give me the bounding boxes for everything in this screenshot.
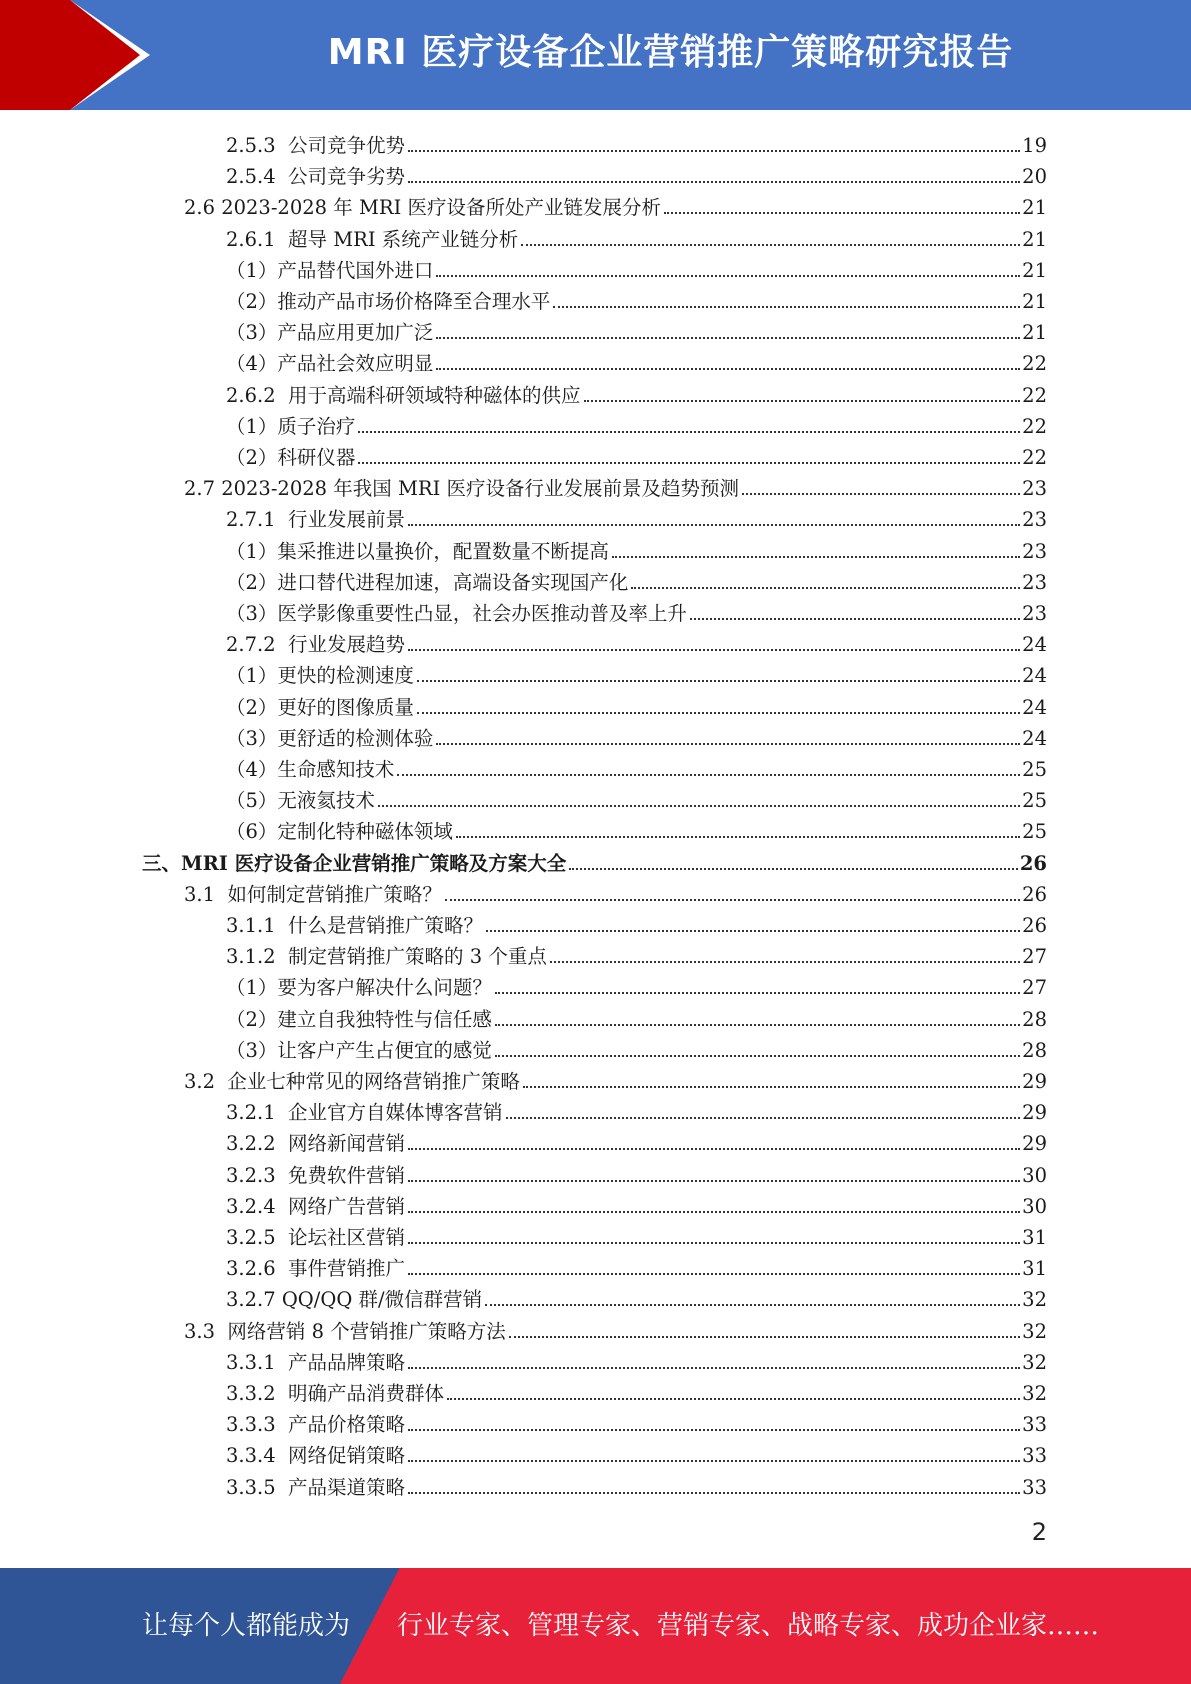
toc-entry[interactable] <box>226 1219 1047 1250</box>
toc-entry[interactable] <box>226 564 1047 595</box>
toc-leader-dots <box>408 1148 1020 1150</box>
page-footer <box>0 1568 1191 1684</box>
toc-leader-dots <box>495 1055 1020 1057</box>
page-number: 2 <box>1031 1518 1047 1546</box>
toc-entry-page: 23 <box>1022 602 1047 625</box>
toc-entry[interactable] <box>226 907 1047 938</box>
toc-entry-page: 23 <box>1022 508 1047 532</box>
toc-entry-label: （4）生命感知技术 <box>226 758 395 781</box>
footer-slogan-right: 行业专家、管理专家、营销专家、战略专家、成功企业家…… <box>397 1611 1100 1641</box>
toc-entry[interactable] <box>226 689 1047 720</box>
toc-leader-dots <box>523 1086 1020 1088</box>
toc-entry-label: 3.3.4 网络促销策略 <box>226 1444 406 1468</box>
toc-entry[interactable] <box>226 314 1047 345</box>
toc-leader-dots <box>408 1211 1020 1213</box>
toc-entry-page: 20 <box>1022 165 1047 189</box>
toc-entry-page: 24 <box>1022 726 1047 750</box>
toc-entry-page: 32 <box>1022 1288 1047 1312</box>
toc-entry-label: （3）让客户产生占便宜的感觉 <box>226 1038 492 1062</box>
page-header <box>0 0 1191 110</box>
toc-entry-label: （1）要为客户解决什么问题？ <box>226 976 492 1000</box>
toc-leader-dots <box>612 556 1020 558</box>
toc-entry[interactable] <box>226 439 1047 470</box>
toc-entry[interactable] <box>226 533 1047 564</box>
toc-entry-label: 3.2.3 免费软件营销 <box>226 1163 406 1187</box>
toc-entry-page: 25 <box>1022 758 1047 781</box>
toc-entry-label: 3.2.1 企业官方自媒体博客营销 <box>226 1101 503 1125</box>
toc-entry-label: 2.7 2023-2028 年我国 MRI 医疗设备行业发展前景及趋势预测 <box>184 477 739 501</box>
toc-entry[interactable] <box>226 1032 1047 1063</box>
toc-entry-page: 23 <box>1022 477 1047 501</box>
toc-entry-page: 27 <box>1022 976 1047 1000</box>
toc-entry-page: 33 <box>1022 1475 1047 1499</box>
toc-entry-label: 3.1.1 什么是营销推广策略？ <box>226 914 484 937</box>
toc-entry-page: 25 <box>1022 820 1047 844</box>
toc-leader-dots <box>436 337 1020 339</box>
toc-leader-dots <box>631 587 1020 589</box>
toc-entry[interactable] <box>226 1281 1047 1312</box>
toc-entry[interactable] <box>184 876 1047 907</box>
toc-entry[interactable] <box>226 221 1047 252</box>
toc-leader-dots <box>436 275 1020 277</box>
toc-leader-dots <box>486 930 1020 932</box>
toc-entry-page: 19 <box>1022 134 1047 157</box>
toc-entry-label: 2.5.3 公司竞争优势 <box>226 134 406 157</box>
toc-entry-page: 32 <box>1022 1350 1047 1374</box>
toc-entry-page: 23 <box>1022 539 1047 563</box>
toc-leader-dots <box>569 868 1018 870</box>
toc-leader-dots <box>408 1273 1020 1275</box>
toc-leader-dots <box>690 618 1020 620</box>
toc-entry-page: 24 <box>1022 664 1047 688</box>
toc-entry-label: 3.3.3 产品价格策略 <box>226 1413 406 1437</box>
toc-entry-page: 22 <box>1022 414 1047 438</box>
toc-entry-page: 33 <box>1022 1444 1047 1468</box>
toc-entry[interactable] <box>226 501 1047 532</box>
toc-leader-dots <box>408 181 1020 183</box>
toc-entry-label: （1）产品替代国外进口 <box>226 258 434 282</box>
toc-entry[interactable] <box>226 1188 1047 1219</box>
toc-leader-dots <box>408 1242 1020 1244</box>
toc-leader-dots <box>417 712 1020 714</box>
toc-leader-dots <box>408 150 1020 152</box>
toc-leader-dots <box>436 368 1020 370</box>
toc-entry[interactable] <box>226 1344 1047 1375</box>
toc-entry-label: 3.2.6 事件营销推广 <box>226 1257 406 1281</box>
toc-entry-label: 3.3 网络营销 8 个营销推广策略方法 <box>184 1319 506 1343</box>
toc-entry[interactable] <box>226 158 1047 189</box>
toc-entry-page: 22 <box>1022 352 1047 376</box>
toc-leader-dots <box>553 306 1020 308</box>
toc-entry-page: 28 <box>1022 1007 1047 1031</box>
toc-entry[interactable] <box>226 1001 1047 1032</box>
toc-entry-label: 3.3.2 明确产品消费群体 <box>226 1382 445 1405</box>
toc-leader-dots <box>397 774 1020 776</box>
toc-entry-label: 2.7.2 行业发展趋势 <box>226 633 406 657</box>
toc-entry[interactable] <box>184 1063 1047 1094</box>
toc-entry-page: 31 <box>1022 1226 1047 1249</box>
toc-entry-label: （5）无液氦技术 <box>226 789 375 813</box>
toc-leader-dots <box>358 431 1020 433</box>
toc-leader-dots <box>408 1180 1020 1182</box>
toc-entry[interactable] <box>226 751 1047 782</box>
toc-leader-dots <box>506 1117 1021 1119</box>
toc-entry[interactable] <box>226 1125 1047 1156</box>
toc-entry-label: 3.2.4 网络广告营销 <box>226 1194 406 1218</box>
toc-leader-dots <box>509 1336 1020 1338</box>
toc-entry-page: 25 <box>1022 789 1047 813</box>
toc-entry-page: 29 <box>1022 1070 1047 1093</box>
toc-entry-page: 21 <box>1022 227 1047 251</box>
document-title: MRI 医疗设备企业营销推广策略研究报告 <box>327 32 1014 73</box>
toc-entry-page: 28 <box>1022 1038 1047 1062</box>
toc-entry[interactable] <box>226 1157 1047 1188</box>
toc-entry-label: 3.2.5 论坛社区营销 <box>226 1226 406 1249</box>
toc-entry-page: 24 <box>1022 695 1047 719</box>
toc-entry-label: （3）产品应用更加广泛 <box>226 321 434 345</box>
toc-entry-label: 2.6.2 用于高端科研领域特种磁体的供应 <box>226 383 581 407</box>
toc-entry[interactable] <box>226 377 1047 408</box>
toc-entry[interactable] <box>226 813 1047 844</box>
toc-entry-label: （1）集采推进以量换价，配置数量不断提高 <box>226 539 609 563</box>
toc-entry-label: （2）建立自我独特性与信任感 <box>226 1007 492 1031</box>
toc-entry-page: 32 <box>1022 1382 1047 1405</box>
toc-entry-page: 24 <box>1022 633 1047 657</box>
toc-entry[interactable] <box>226 127 1047 158</box>
toc-entry-label: （2）进口替代进程加速，高端设备实现国产化 <box>226 570 629 594</box>
toc-entry-label: （2）科研仪器 <box>226 446 356 469</box>
toc-leader-dots <box>408 1460 1020 1462</box>
toc-entry-page: 26 <box>1019 851 1047 875</box>
toc-entry-label: 3.1.2 制定营销推广策略的 3 个重点 <box>226 945 547 969</box>
toc-leader-dots <box>408 1492 1020 1494</box>
toc-leader-dots <box>408 649 1020 651</box>
toc-entry-label: 3.3.5 产品渠道策略 <box>226 1475 406 1499</box>
toc-entry-label: （6）定制化特种磁体领域 <box>226 820 453 844</box>
footer-slogan-left: 让每个人都能成为 <box>142 1611 351 1641</box>
toc-entry[interactable] <box>226 1437 1047 1468</box>
toc-entry-page: 29 <box>1022 1132 1047 1156</box>
toc-entry[interactable] <box>226 720 1047 751</box>
toc-leader-dots <box>495 992 1020 994</box>
toc-entry-label: （1）更快的检测速度 <box>226 664 414 688</box>
toc-leader-dots <box>408 524 1020 526</box>
toc-entry[interactable] <box>184 1313 1047 1344</box>
toc-entry-label: 3.2.2 网络新闻营销 <box>226 1132 406 1156</box>
toc-entry-page: 26 <box>1022 882 1047 906</box>
toc-entry-label: 3.2 企业七种常见的网络营销推广策略 <box>184 1070 520 1093</box>
toc-leader-dots <box>456 836 1020 838</box>
toc-entry-label: （1）质子治疗 <box>226 414 356 438</box>
toc-entry-page: 30 <box>1022 1163 1047 1187</box>
toc-leader-dots <box>742 493 1020 495</box>
toc-entry-label: 3.2.7 QQ/QQ 群/微信群营销 <box>226 1288 483 1312</box>
toc-entry-page: 33 <box>1022 1413 1047 1437</box>
toc-entry-page: 21 <box>1022 290 1047 313</box>
toc-entry[interactable] <box>184 470 1047 501</box>
toc-entry[interactable] <box>142 845 1047 876</box>
toc-leader-dots <box>521 244 1020 246</box>
toc-leader-dots <box>408 1367 1020 1369</box>
toc-entry[interactable] <box>226 595 1047 626</box>
toc-entry-label: 2.6.1 超导 MRI 系统产业链分析 <box>226 227 519 251</box>
toc-entry-page: 29 <box>1022 1101 1047 1125</box>
toc-leader-dots <box>445 899 1020 901</box>
toc-entry-label: （2）推动产品市场价格降至合理水平 <box>226 290 551 313</box>
toc-entry[interactable] <box>226 283 1047 314</box>
toc-entry-label: （4）产品社会效应明显 <box>226 352 434 376</box>
toc-entry[interactable] <box>226 626 1047 657</box>
toc-entry[interactable] <box>226 408 1047 439</box>
toc-entry-page: 27 <box>1022 945 1047 969</box>
toc-leader-dots <box>495 1024 1020 1026</box>
toc-entry-label: （3）更舒适的检测体验 <box>226 726 434 750</box>
header-red-block <box>0 0 70 110</box>
toc-leader-dots <box>417 680 1020 682</box>
toc-entry[interactable] <box>226 938 1047 969</box>
toc-leader-dots <box>358 462 1020 464</box>
toc-leader-dots <box>408 1429 1020 1431</box>
toc-leader-dots <box>485 1304 1020 1306</box>
toc-entry[interactable] <box>226 1375 1047 1406</box>
toc-entry[interactable] <box>226 969 1047 1000</box>
toc-leader-dots <box>447 1398 1020 1400</box>
toc-entry-label: （3）医学影像重要性凸显，社会办医推动普及率上升 <box>226 602 687 625</box>
header-chevron-red <box>70 0 140 110</box>
toc-entry-label: 3.1 如何制定营销推广策略？ <box>184 882 442 906</box>
toc-entry-label: 三、MRI 医疗设备企业营销推广策略及方案大全 <box>142 851 567 875</box>
toc-entry[interactable] <box>226 1469 1047 1500</box>
toc-entry[interactable] <box>226 1250 1047 1281</box>
toc-leader-dots <box>436 743 1020 745</box>
toc-entry-label: 2.7.1 行业发展前景 <box>226 508 406 532</box>
toc-entry-label: 2.6 2023-2028 年 MRI 医疗设备所处产业链发展分析 <box>184 196 661 220</box>
toc-entry-page: 22 <box>1022 383 1047 407</box>
toc-entry-page: 21 <box>1022 196 1047 220</box>
toc-leader-dots <box>584 400 1021 402</box>
toc-entry-label: （2）更好的图像质量 <box>226 695 414 719</box>
toc-leader-dots <box>664 212 1020 214</box>
toc-entry[interactable] <box>226 1406 1047 1437</box>
toc-entry-page: 21 <box>1022 258 1047 282</box>
toc-entry[interactable] <box>226 782 1047 813</box>
toc-entry-page: 30 <box>1022 1194 1047 1218</box>
toc-entry[interactable] <box>226 1094 1047 1125</box>
toc-entry[interactable] <box>226 345 1047 376</box>
toc-entry-label: 3.3.1 产品品牌策略 <box>226 1350 406 1374</box>
toc-leader-dots <box>550 961 1020 963</box>
toc-entry[interactable] <box>226 657 1047 688</box>
toc-entry-page: 21 <box>1022 321 1047 345</box>
toc-entry-page: 23 <box>1022 570 1047 594</box>
toc-entry[interactable] <box>226 252 1047 283</box>
toc-entry-page: 26 <box>1022 914 1047 937</box>
toc-entry-page: 31 <box>1022 1257 1047 1281</box>
toc-entry-page: 32 <box>1022 1319 1047 1343</box>
toc-entry-label: 2.5.4 公司竞争劣势 <box>226 165 406 189</box>
toc-entry-page: 22 <box>1022 446 1047 469</box>
toc-leader-dots <box>378 805 1020 807</box>
toc-entry[interactable] <box>184 189 1047 220</box>
